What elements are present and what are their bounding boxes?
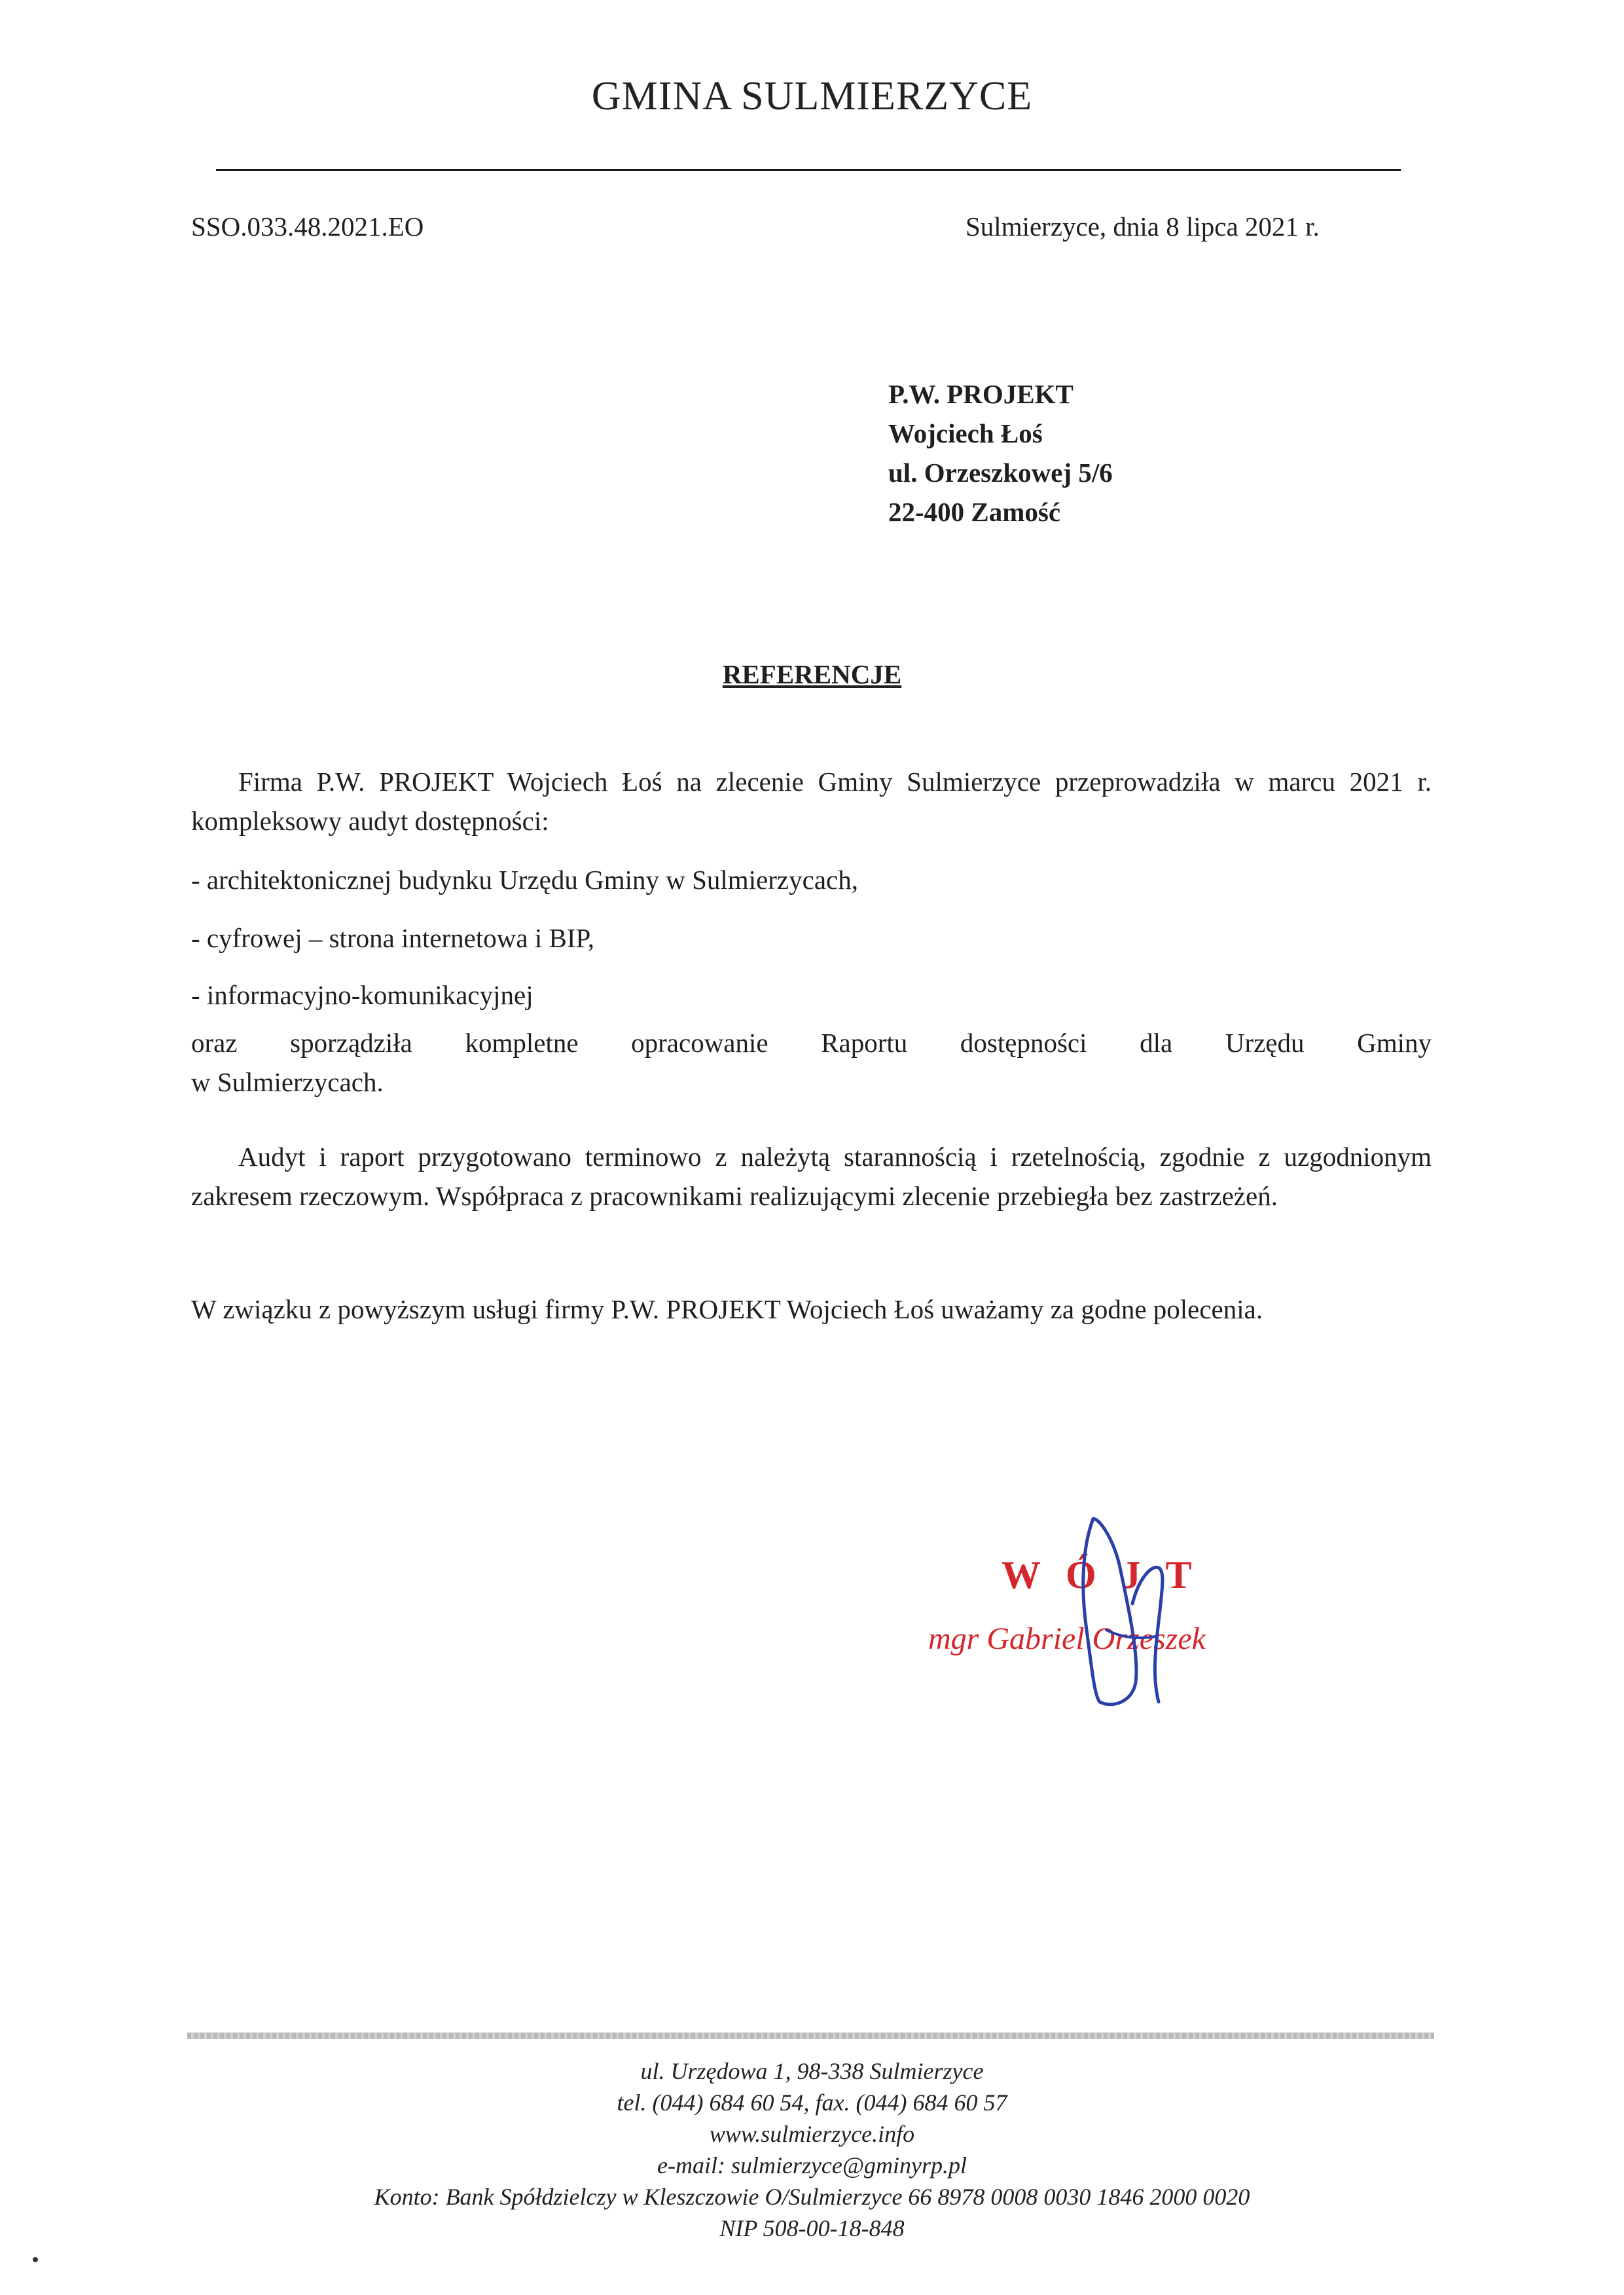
paragraph-report-line-2: w Sulmierzycach. (191, 1067, 384, 1097)
footer-website: www.sulmierzyce.info (709, 2121, 915, 2147)
reference-number: SSO.033.48.2021.EO (191, 211, 424, 242)
letterhead-divider (216, 169, 1401, 171)
recipient-address (888, 374, 1113, 532)
paragraph-intro: Firma P.W. PROJEKT Wojciech Łoś na zlecenie Gminy Sulmierzyce przeprowadziła w marcu 2021 r. kompleksowy audyt dostępności: (191, 767, 1432, 836)
footer-nip: NIP 508-00-18-848 (719, 2215, 905, 2241)
letterhead-title: GMINA SULMIERZYCE (591, 74, 1033, 118)
paragraph-report (191, 1023, 1432, 1102)
footer-divider (187, 2033, 1434, 2039)
recipient-person: Wojciech Łoś (888, 418, 1043, 448)
footer-address: ul. Urzędowa 1, 98-338 Sulmierzyce (640, 2058, 984, 2084)
place-and-date: Sulmierzyce, dnia 8 lipca 2021 r. (965, 211, 1320, 242)
paragraph-audit: Audyt i raport przygotowano terminowo z należytą starannością i rzetelnością, zgodnie z uzgodnionym zakresem rzeczowym. Współpraca z pracownikami realizującymi zlecenie przebiegła bez zastrzeżeń. (191, 1142, 1432, 1211)
recipient-city: 22-400 Zamość (888, 497, 1061, 527)
footer-bank-account: Konto: Bank Spółdzielczy w Kleszczowie O/Sulmierzyce 66 8978 0008 0030 1846 2000 0020 (374, 2184, 1250, 2210)
paragraph-report-line-1: oraz sporządziła kompletne opracowanie Raportu dostępności dla Urzędu Gminy (191, 1028, 1432, 1058)
stamp-title: WÓJT (1001, 1553, 1217, 1597)
footer-phone: tel. (044) 684 60 54, fax. (044) 684 60 57 (617, 2089, 1007, 2116)
list-item: - architektonicznej budynku Urzędu Gminy w Sulmierzycach, (191, 865, 858, 895)
recipient-street: ul. Orzeszkowej 5/6 (888, 458, 1113, 488)
list-item: - informacyjno-komunikacyjnej (191, 980, 533, 1010)
document-title: REFERENCJE (722, 659, 902, 689)
handwritten-signature-icon (1021, 1506, 1244, 1728)
scan-speck (33, 2257, 38, 2262)
footer-email: e-mail: sulmierzyce@gminyrp.pl (657, 2152, 967, 2178)
list-item: - cyfrowej – strona internetowa i BIP, (191, 923, 594, 953)
footer-contact (0, 2055, 1624, 2244)
paragraph-recommendation: W związku z powyższym usługi firmy P.W. PROJEKT Wojciech Łoś uważamy za godne polecenia. (191, 1294, 1263, 1324)
stamp-name: mgr Gabriel Orzeszek (928, 1621, 1206, 1656)
recipient-company: P.W. PROJEKT (888, 379, 1074, 409)
